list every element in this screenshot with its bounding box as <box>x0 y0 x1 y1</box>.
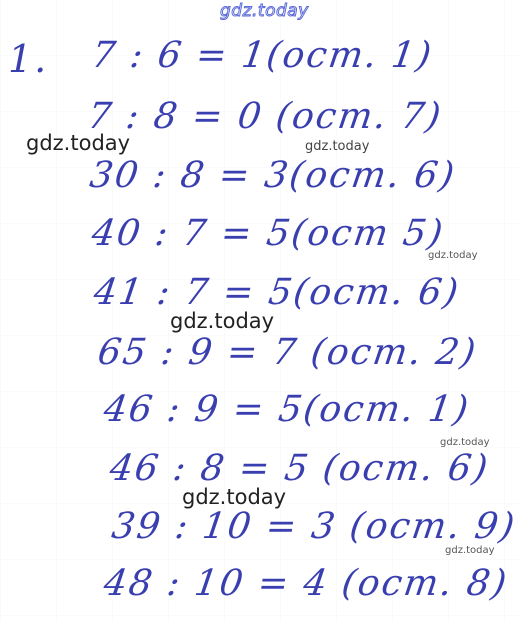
equation-row: 30 : 8 = 3(ост. 6) <box>87 155 459 196</box>
equation-row: 48 : 10 = 4 (ост. 8) <box>101 563 511 604</box>
watermark: gdz.today <box>26 131 131 155</box>
equation-row: 65 : 9 = 7 (ост. 2) <box>95 332 480 373</box>
equation-row: 46 : 8 = 5 (ост. 6) <box>107 448 492 489</box>
watermark: gdz.today <box>428 250 478 261</box>
watermark: gdz.today <box>170 309 275 333</box>
watermark-top: gdz.today <box>220 1 309 21</box>
equation-row: 7 : 6 = 1(ост. 1) <box>89 35 436 76</box>
task-number: 1. <box>8 37 49 81</box>
watermark: gdz.today <box>445 545 495 556</box>
watermark: gdz.today <box>182 485 287 509</box>
watermark: gdz.today <box>305 139 370 154</box>
watermark: gdz.today <box>440 437 490 448</box>
equation-row: 46 : 9 = 5(ост. 1) <box>101 389 473 430</box>
equation-row: 40 : 7 = 5(ост 5) <box>89 213 448 254</box>
equation-row: 39 : 10 = 3 (ост. 9) <box>109 506 519 547</box>
equation-row: 7 : 8 = 0 (ост. 7) <box>85 96 446 137</box>
equation-row: 41 : 7 = 5(ост. 6) <box>91 272 463 313</box>
